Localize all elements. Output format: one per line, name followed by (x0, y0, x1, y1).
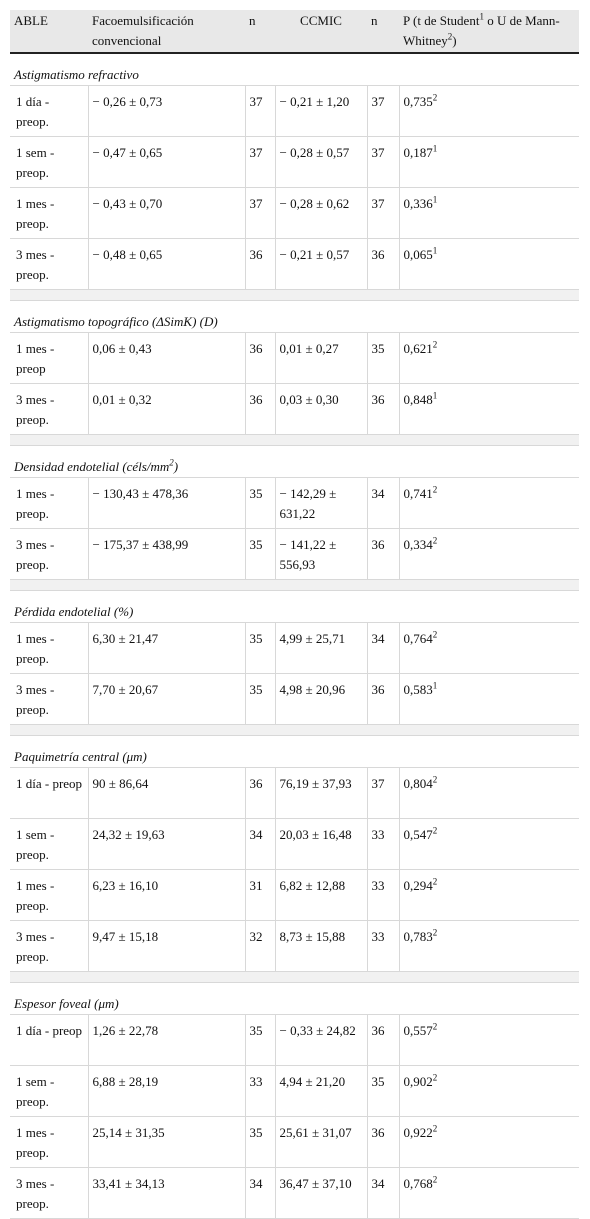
faco-value: − 0,43 ± 0,70 (88, 188, 245, 239)
p-value: 0,583 (403, 682, 433, 697)
p-value-cell (399, 1117, 579, 1168)
faco-value: 7,70 ± 20,67 (88, 674, 245, 725)
results-table (10, 10, 579, 1219)
p-value-cell (399, 870, 579, 921)
ccmic-value: 20,03 ± 16,48 (275, 819, 367, 870)
ccmic-value: − 0,21 ± 0,57 (275, 239, 367, 290)
p-test-marker: 2 (432, 825, 438, 836)
p-test-marker: 1 (432, 194, 438, 205)
ccmic-n: 37 (367, 137, 399, 188)
section-title-text: Astigmatismo refractivo (14, 67, 139, 82)
section-spacer (10, 290, 579, 301)
header-p-sup1: 1 (479, 11, 484, 22)
row-label: 3 mes - preop. (10, 1168, 88, 1219)
faco-n: 32 (245, 921, 275, 972)
p-value: 0,741 (403, 486, 433, 501)
ccmic-n: 35 (367, 333, 399, 384)
ccmic-value: − 0,21 ± 1,20 (275, 86, 367, 137)
section-title (10, 983, 579, 1015)
section-header-row (10, 446, 579, 478)
row-label: 1 mes - preop. (10, 870, 88, 921)
ccmic-value: 4,99 ± 25,71 (275, 623, 367, 674)
ccmic-value: 8,73 ± 15,88 (275, 921, 367, 972)
section-title-text: Astigmatismo topográfico (ΔSimK) (D) (14, 314, 218, 329)
row-label: 3 mes - preop. (10, 529, 88, 580)
p-value-cell (399, 819, 579, 870)
header-p-text: P (t de Student (403, 13, 480, 28)
faco-n: 36 (245, 239, 275, 290)
p-value: 0,783 (403, 929, 433, 944)
table-row (10, 1066, 579, 1117)
faco-value: − 0,26 ± 0,73 (88, 86, 245, 137)
p-value: 0,065 (403, 247, 433, 262)
table-row (10, 478, 579, 529)
row-label: 1 mes - preop. (10, 188, 88, 239)
section-header-row (10, 591, 579, 623)
faco-n: 33 (245, 1066, 275, 1117)
ccmic-value: 76,19 ± 37,93 (275, 768, 367, 819)
p-test-marker: 1 (432, 245, 438, 256)
header-p-mid: o U de Mann-Whitney (403, 13, 560, 48)
p-test-marker: 2 (432, 1123, 438, 1134)
p-value: 0,336 (403, 196, 433, 211)
faco-n: 36 (245, 384, 275, 435)
table-row (10, 239, 579, 290)
faco-n: 37 (245, 137, 275, 188)
header-ccmic: CCMIC (275, 10, 367, 53)
p-value-cell (399, 478, 579, 529)
row-label: 3 mes - preop. (10, 239, 88, 290)
faco-value: 24,32 ± 19,63 (88, 819, 245, 870)
ccmic-value: 6,82 ± 12,88 (275, 870, 367, 921)
ccmic-n: 37 (367, 86, 399, 137)
header-row (10, 10, 579, 53)
table-row (10, 870, 579, 921)
section-title-end: ) (173, 459, 179, 474)
section-header-row (10, 301, 579, 333)
faco-n: 35 (245, 623, 275, 674)
header-n-faco: n (245, 10, 275, 53)
spacer-cell (10, 435, 579, 446)
table-row (10, 768, 579, 819)
row-label: 3 mes - preop. (10, 384, 88, 435)
p-value-cell (399, 921, 579, 972)
row-label: 1 mes - preop. (10, 623, 88, 674)
ccmic-n: 36 (367, 1015, 399, 1066)
p-value: 0,804 (403, 776, 433, 791)
p-value-cell (399, 1066, 579, 1117)
table-row (10, 384, 579, 435)
p-test-marker: 2 (432, 1021, 438, 1032)
p-value-cell (399, 768, 579, 819)
p-value-cell (399, 86, 579, 137)
p-test-marker: 2 (432, 876, 438, 887)
table-row (10, 1015, 579, 1066)
ccmic-value: 4,94 ± 21,20 (275, 1066, 367, 1117)
ccmic-n: 33 (367, 870, 399, 921)
ccmic-value: 36,47 ± 37,10 (275, 1168, 367, 1219)
section-spacer (10, 725, 579, 736)
p-test-marker: 2 (432, 484, 438, 495)
ccmic-value: − 0,28 ± 0,57 (275, 137, 367, 188)
p-value: 0,294 (403, 878, 433, 893)
faco-n: 34 (245, 1168, 275, 1219)
faco-value: − 0,47 ± 0,65 (88, 137, 245, 188)
faco-value: 90 ± 86,64 (88, 768, 245, 819)
section-title-text: Pérdida endotelial (%) (14, 604, 134, 619)
p-test-marker: 2 (432, 92, 438, 103)
section-header-row (10, 983, 579, 1015)
faco-value: 9,47 ± 15,18 (88, 921, 245, 972)
ccmic-value: 0,01 ± 0,27 (275, 333, 367, 384)
ccmic-n: 34 (367, 623, 399, 674)
spacer-cell (10, 725, 579, 736)
table-row (10, 1168, 579, 1219)
faco-value: 6,88 ± 28,19 (88, 1066, 245, 1117)
ccmic-n: 36 (367, 239, 399, 290)
faco-n: 31 (245, 870, 275, 921)
faco-value: − 175,37 ± 438,99 (88, 529, 245, 580)
ccmic-n: 33 (367, 921, 399, 972)
faco-value: 0,06 ± 0,43 (88, 333, 245, 384)
p-value: 0,922 (403, 1125, 433, 1140)
section-title-text: Paquimetría central (μm) (14, 749, 147, 764)
p-test-marker: 2 (432, 629, 438, 640)
header-variable: ABLE (10, 10, 88, 53)
section-spacer (10, 580, 579, 591)
ccmic-value: 25,61 ± 31,07 (275, 1117, 367, 1168)
section-spacer (10, 972, 579, 983)
ccmic-value: − 141,22 ± 556,93 (275, 529, 367, 580)
header-p-end: ) (452, 33, 457, 48)
row-label: 3 mes - preop. (10, 921, 88, 972)
p-value-cell (399, 1168, 579, 1219)
p-value: 0,547 (403, 827, 433, 842)
ccmic-value: − 142,29 ± 631,22 (275, 478, 367, 529)
faco-value: 33,41 ± 34,13 (88, 1168, 245, 1219)
p-value: 0,735 (403, 94, 433, 109)
row-label: 1 mes - preop. (10, 478, 88, 529)
spacer-cell (10, 972, 579, 983)
p-value-cell (399, 529, 579, 580)
table-row (10, 333, 579, 384)
section-title-text: Densidad endotelial (céls/mm (14, 459, 170, 474)
section-title (10, 301, 579, 333)
table-row (10, 529, 579, 580)
spacer-cell (10, 290, 579, 301)
p-value-cell (399, 239, 579, 290)
row-label: 1 día - preop. (10, 86, 88, 137)
ccmic-n: 36 (367, 1117, 399, 1168)
p-test-marker: 2 (432, 1072, 438, 1083)
section-spacer (10, 435, 579, 446)
faco-value: 6,23 ± 16,10 (88, 870, 245, 921)
row-label: 1 sem - preop. (10, 137, 88, 188)
p-test-marker: 1 (432, 143, 438, 154)
ccmic-value: 4,98 ± 20,96 (275, 674, 367, 725)
p-value: 0,187 (403, 145, 433, 160)
faco-n: 36 (245, 768, 275, 819)
p-test-marker: 2 (432, 339, 438, 350)
spacer-cell (10, 580, 579, 591)
ccmic-n: 37 (367, 188, 399, 239)
table-row (10, 819, 579, 870)
p-value-cell (399, 333, 579, 384)
p-value-cell (399, 188, 579, 239)
p-value: 0,768 (403, 1176, 433, 1191)
table-row (10, 674, 579, 725)
faco-n: 35 (245, 1117, 275, 1168)
section-title (10, 446, 579, 478)
table-row (10, 188, 579, 239)
p-value-cell (399, 674, 579, 725)
ccmic-n: 34 (367, 1168, 399, 1219)
faco-value: 0,01 ± 0,32 (88, 384, 245, 435)
header-p-value (399, 10, 579, 53)
section-title-sup: 2 (169, 457, 174, 468)
row-label: 1 día - preop (10, 768, 88, 819)
p-test-marker: 2 (432, 927, 438, 938)
p-test-marker: 2 (432, 535, 438, 546)
p-test-marker: 1 (432, 680, 438, 691)
ccmic-n: 36 (367, 674, 399, 725)
header-n-ccmic: n (367, 10, 399, 53)
results-table-container (10, 10, 579, 1219)
faco-n: 35 (245, 478, 275, 529)
p-value: 0,764 (403, 631, 433, 646)
p-value: 0,902 (403, 1074, 433, 1089)
faco-value: 25,14 ± 31,35 (88, 1117, 245, 1168)
section-header-row (10, 736, 579, 768)
header-p-sup2: 2 (447, 31, 453, 42)
p-value-cell (399, 137, 579, 188)
faco-n: 36 (245, 333, 275, 384)
ccmic-value: − 0,33 ± 24,82 (275, 1015, 367, 1066)
section-title (10, 591, 579, 623)
table-row (10, 623, 579, 674)
faco-n: 35 (245, 1015, 275, 1066)
row-label: 1 día - preop (10, 1015, 88, 1066)
row-label: 3 mes - preop. (10, 674, 88, 725)
row-label: 1 mes - preop (10, 333, 88, 384)
table-row (10, 86, 579, 137)
ccmic-value: 0,03 ± 0,30 (275, 384, 367, 435)
ccmic-n: 37 (367, 768, 399, 819)
faco-n: 35 (245, 529, 275, 580)
p-value: 0,334 (403, 537, 433, 552)
ccmic-n: 36 (367, 384, 399, 435)
section-header-row (10, 53, 579, 86)
faco-n: 35 (245, 674, 275, 725)
p-value: 0,621 (403, 341, 433, 356)
row-label: 1 mes - preop. (10, 1117, 88, 1168)
faco-value: − 0,48 ± 0,65 (88, 239, 245, 290)
table-body (10, 53, 579, 1219)
faco-n: 37 (245, 188, 275, 239)
section-title-text: Espesor foveal (μm) (14, 996, 119, 1011)
p-value-cell (399, 623, 579, 674)
section-title (10, 736, 579, 768)
section-title (10, 53, 579, 86)
table-row (10, 921, 579, 972)
table-row (10, 137, 579, 188)
p-test-marker: 2 (432, 774, 438, 785)
ccmic-n: 33 (367, 819, 399, 870)
faco-value: 6,30 ± 21,47 (88, 623, 245, 674)
ccmic-n: 34 (367, 478, 399, 529)
p-value-cell (399, 384, 579, 435)
ccmic-n: 36 (367, 529, 399, 580)
table-row (10, 1117, 579, 1168)
p-value: 0,848 (403, 392, 433, 407)
faco-n: 34 (245, 819, 275, 870)
ccmic-value: − 0,28 ± 0,62 (275, 188, 367, 239)
table-header (10, 10, 579, 53)
p-value-cell (399, 1015, 579, 1066)
p-test-marker: 2 (432, 1174, 438, 1185)
ccmic-n: 35 (367, 1066, 399, 1117)
faco-value: − 130,43 ± 478,36 (88, 478, 245, 529)
p-test-marker: 1 (432, 390, 438, 401)
row-label: 1 sem - preop. (10, 1066, 88, 1117)
row-label: 1 sem - preop. (10, 819, 88, 870)
p-value: 0,557 (403, 1023, 433, 1038)
faco-value: 1,26 ± 22,78 (88, 1015, 245, 1066)
header-facoemulsificacion: Facoemulsificación convencional (88, 10, 245, 53)
faco-n: 37 (245, 86, 275, 137)
